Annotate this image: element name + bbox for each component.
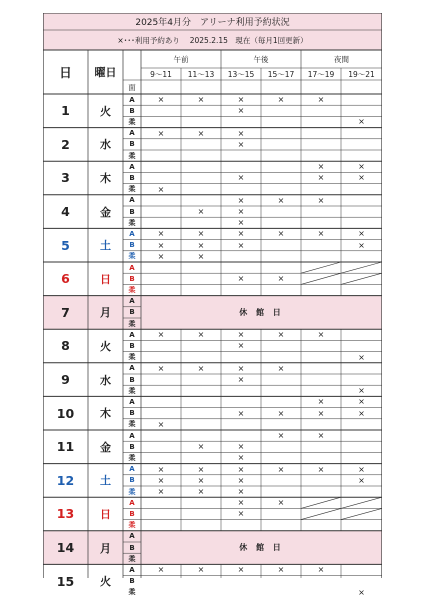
facility-label: 柔 bbox=[128, 453, 136, 462]
reservation-mark: × bbox=[237, 274, 245, 284]
reservation-mark: × bbox=[237, 453, 245, 463]
reservation-mark: × bbox=[358, 475, 365, 485]
reservation-mark: × bbox=[157, 464, 165, 474]
reservation-table bbox=[43, 13, 382, 597]
reservation-mark: × bbox=[277, 565, 285, 575]
reservation-mark: × bbox=[317, 464, 325, 474]
reservation-mark: × bbox=[197, 487, 205, 497]
facility-label: B bbox=[129, 106, 135, 115]
reservation-mark: × bbox=[237, 207, 245, 217]
legend-text: ×･･･利用予約あり 2025.2.15 現在（毎月1回更新） bbox=[43, 30, 382, 50]
diagonal-line bbox=[341, 273, 382, 284]
facility-label: B bbox=[129, 543, 135, 552]
facility-label: B bbox=[129, 341, 135, 350]
reservation-mark: × bbox=[157, 128, 165, 138]
reservation-mark: × bbox=[157, 229, 165, 239]
facility-label: A bbox=[129, 229, 135, 238]
facility-label: B bbox=[129, 241, 135, 250]
reservation-mark: × bbox=[317, 95, 325, 105]
facility-label: A bbox=[129, 297, 135, 306]
reservation-mark: × bbox=[277, 95, 285, 105]
day-number: 4 bbox=[61, 204, 70, 220]
facility-label: B bbox=[129, 140, 135, 149]
facility-label: 柔 bbox=[128, 521, 136, 530]
reservation-mark: × bbox=[197, 363, 205, 373]
weekday-label: 火 bbox=[100, 104, 111, 118]
diagonal-line bbox=[341, 508, 382, 519]
weekday-label: 日 bbox=[100, 507, 111, 521]
reservation-mark: × bbox=[197, 442, 205, 452]
reservation-mark: × bbox=[358, 173, 365, 183]
weekday-label: 水 bbox=[100, 373, 111, 387]
facility-label: A bbox=[129, 465, 135, 474]
reservation-mark: × bbox=[197, 128, 205, 138]
diagonal-line bbox=[341, 262, 382, 273]
reservation-mark: × bbox=[237, 498, 245, 508]
reservation-mark: × bbox=[317, 195, 325, 205]
weekday-label: 金 bbox=[100, 440, 111, 454]
day-number: 10 bbox=[56, 405, 75, 421]
weekday-label: 月 bbox=[100, 306, 111, 320]
reservation-mark: × bbox=[317, 173, 325, 183]
reservation-mark: × bbox=[237, 330, 245, 340]
facility-label: B bbox=[129, 409, 135, 418]
reservation-mark: × bbox=[317, 229, 325, 239]
day-number: 15 bbox=[56, 573, 75, 589]
reservation-mark: × bbox=[358, 229, 365, 239]
facility-label: A bbox=[129, 95, 135, 104]
reservation-mark: × bbox=[237, 218, 245, 228]
facility-label: 柔 bbox=[128, 185, 136, 194]
day-number: 3 bbox=[61, 170, 70, 186]
reservation-mark: × bbox=[197, 464, 205, 474]
facility-label: B bbox=[129, 274, 135, 283]
reservation-mark: × bbox=[277, 431, 285, 441]
header-day: 日 bbox=[59, 65, 72, 80]
reservation-mark: × bbox=[157, 363, 165, 373]
reservation-mark: × bbox=[237, 408, 245, 418]
reservation-mark: × bbox=[237, 95, 245, 105]
reservation-mark: × bbox=[237, 195, 245, 205]
reservation-mark: × bbox=[197, 240, 205, 250]
reservation-mark: × bbox=[237, 375, 245, 385]
reservation-mark: × bbox=[277, 330, 285, 340]
facility-label: A bbox=[129, 330, 135, 339]
day-number: 9 bbox=[61, 372, 70, 388]
day-number: 5 bbox=[61, 237, 70, 253]
header-slot-0: 9～11 bbox=[150, 69, 172, 79]
weekday-label: 木 bbox=[100, 171, 111, 185]
reservation-mark: × bbox=[237, 229, 245, 239]
reservation-mark: × bbox=[237, 240, 245, 250]
reservation-mark: × bbox=[237, 139, 245, 149]
reservation-mark: × bbox=[157, 419, 165, 429]
facility-label: B bbox=[129, 476, 135, 485]
reservation-mark: × bbox=[358, 117, 365, 127]
reservation-mark: × bbox=[157, 565, 165, 575]
reservation-mark: × bbox=[358, 587, 365, 597]
reservation-mark: × bbox=[277, 274, 285, 284]
weekday-label: 水 bbox=[100, 138, 111, 152]
reservation-mark: × bbox=[277, 363, 285, 373]
facility-label: 柔 bbox=[128, 420, 136, 429]
page-title: 2025年4月分 アリーナ利用予約状況 bbox=[43, 13, 382, 30]
reservation-mark: × bbox=[317, 330, 325, 340]
facility-label: 柔 bbox=[128, 588, 136, 597]
reservation-mark: × bbox=[237, 487, 245, 497]
facility-label: A bbox=[129, 431, 135, 440]
facility-label: 柔 bbox=[128, 285, 136, 294]
reservation-mark: × bbox=[157, 240, 165, 250]
facility-label: 柔 bbox=[128, 117, 136, 126]
header-slot-2: 13～15 bbox=[227, 69, 255, 79]
facility-label: A bbox=[129, 364, 135, 373]
header-group-2: 夜間 bbox=[334, 54, 349, 64]
weekday-label: 火 bbox=[100, 575, 111, 589]
facility-label: B bbox=[129, 509, 135, 518]
reservation-mark: × bbox=[277, 464, 285, 474]
reservation-mark: × bbox=[237, 475, 245, 485]
day-number: 6 bbox=[61, 271, 70, 287]
reservation-mark: × bbox=[358, 408, 365, 418]
facility-label: 柔 bbox=[128, 218, 136, 227]
facility-label: A bbox=[129, 162, 135, 171]
facility-label: B bbox=[129, 375, 135, 384]
day-number: 1 bbox=[61, 103, 70, 119]
facility-label: 柔 bbox=[128, 554, 136, 563]
header-slot-5: 19～21 bbox=[348, 69, 375, 79]
reservation-mark: × bbox=[358, 240, 365, 250]
weekday-label: 金 bbox=[100, 205, 111, 219]
reservation-mark: × bbox=[197, 229, 205, 239]
header-facility: 面 bbox=[128, 82, 136, 92]
day-number: 12 bbox=[56, 472, 75, 488]
reservation-mark: × bbox=[237, 128, 245, 138]
reservation-mark: × bbox=[237, 442, 245, 452]
reservation-mark: × bbox=[277, 408, 285, 418]
facility-label: 柔 bbox=[128, 252, 136, 261]
facility-label: A bbox=[129, 498, 135, 507]
reservation-mark: × bbox=[237, 106, 245, 116]
facility-label: A bbox=[129, 532, 135, 541]
facility-label: B bbox=[129, 173, 135, 182]
reservation-mark: × bbox=[358, 162, 365, 172]
header-group-0: 午前 bbox=[173, 54, 189, 64]
reservation-mark: × bbox=[237, 565, 245, 575]
closed-label: 休 館 日 bbox=[239, 307, 284, 317]
diagonal-line bbox=[341, 497, 382, 508]
reservation-mark: × bbox=[317, 431, 325, 441]
reservation-mark: × bbox=[277, 195, 285, 205]
day-number: 2 bbox=[61, 136, 70, 152]
reservation-mark: × bbox=[157, 475, 165, 485]
facility-label: A bbox=[129, 565, 135, 574]
reservation-mark: × bbox=[197, 95, 205, 105]
reservation-mark: × bbox=[237, 173, 245, 183]
header-slot-4: 17～19 bbox=[307, 69, 335, 79]
facility-label: A bbox=[129, 129, 135, 138]
reservation-mark: × bbox=[237, 509, 245, 519]
reservation-mark: × bbox=[317, 565, 325, 575]
facility-label: 柔 bbox=[128, 487, 136, 496]
header-group-1: 午後 bbox=[253, 54, 269, 64]
day-number: 14 bbox=[56, 540, 75, 556]
reservation-mark: × bbox=[157, 251, 165, 261]
header-slot-1: 11～13 bbox=[187, 69, 215, 79]
facility-label: B bbox=[129, 442, 135, 451]
facility-label: 柔 bbox=[128, 353, 136, 362]
header-slot-3: 15～17 bbox=[267, 69, 295, 79]
reservation-mark: × bbox=[277, 229, 285, 239]
facility-label: 柔 bbox=[128, 386, 136, 395]
weekday-label: 火 bbox=[100, 339, 111, 353]
reservation-mark: × bbox=[197, 475, 205, 485]
weekday-label: 日 bbox=[100, 272, 111, 286]
reservation-mark: × bbox=[277, 498, 285, 508]
weekday-label: 木 bbox=[100, 407, 111, 421]
facility-label: 柔 bbox=[128, 319, 136, 328]
day-number: 11 bbox=[56, 439, 75, 455]
day-number: 7 bbox=[61, 304, 70, 320]
reservation-mark: × bbox=[358, 397, 365, 407]
weekday-label: 土 bbox=[100, 239, 111, 253]
reservation-mark: × bbox=[157, 487, 165, 497]
day-number: 8 bbox=[61, 338, 70, 354]
weekday-label: 月 bbox=[100, 541, 111, 555]
reservation-mark: × bbox=[317, 408, 325, 418]
diagonal-line bbox=[301, 262, 341, 273]
reservation-mark: × bbox=[237, 341, 245, 351]
facility-label: B bbox=[129, 308, 135, 317]
reservation-mark: × bbox=[358, 352, 365, 362]
reservation-mark: × bbox=[358, 386, 365, 396]
facility-label: A bbox=[129, 196, 135, 205]
reservation-mark: × bbox=[157, 184, 165, 194]
reservation-mark: × bbox=[237, 464, 245, 474]
diagonal-line bbox=[301, 497, 341, 508]
day-number: 13 bbox=[56, 506, 75, 522]
reservation-mark: × bbox=[197, 207, 205, 217]
reservation-mark: × bbox=[317, 162, 325, 172]
diagonal-line bbox=[301, 508, 341, 519]
facility-label: A bbox=[129, 397, 135, 406]
reservation-mark: × bbox=[157, 95, 165, 105]
facility-label: 柔 bbox=[128, 151, 136, 160]
reservation-mark: × bbox=[197, 330, 205, 340]
closed-label: 休 館 日 bbox=[239, 543, 284, 553]
reservation-mark: × bbox=[358, 464, 365, 474]
weekday-label: 土 bbox=[100, 474, 111, 488]
reservation-mark: × bbox=[157, 330, 165, 340]
reservation-mark: × bbox=[317, 397, 325, 407]
facility-label: B bbox=[129, 577, 135, 586]
reservation-mark: × bbox=[197, 251, 205, 261]
facility-label: B bbox=[129, 207, 135, 216]
reservation-mark: × bbox=[197, 565, 205, 575]
facility-label: A bbox=[129, 263, 135, 272]
diagonal-line bbox=[301, 273, 341, 284]
header-weekday: 曜日 bbox=[94, 66, 117, 79]
reservation-mark: × bbox=[237, 363, 245, 373]
